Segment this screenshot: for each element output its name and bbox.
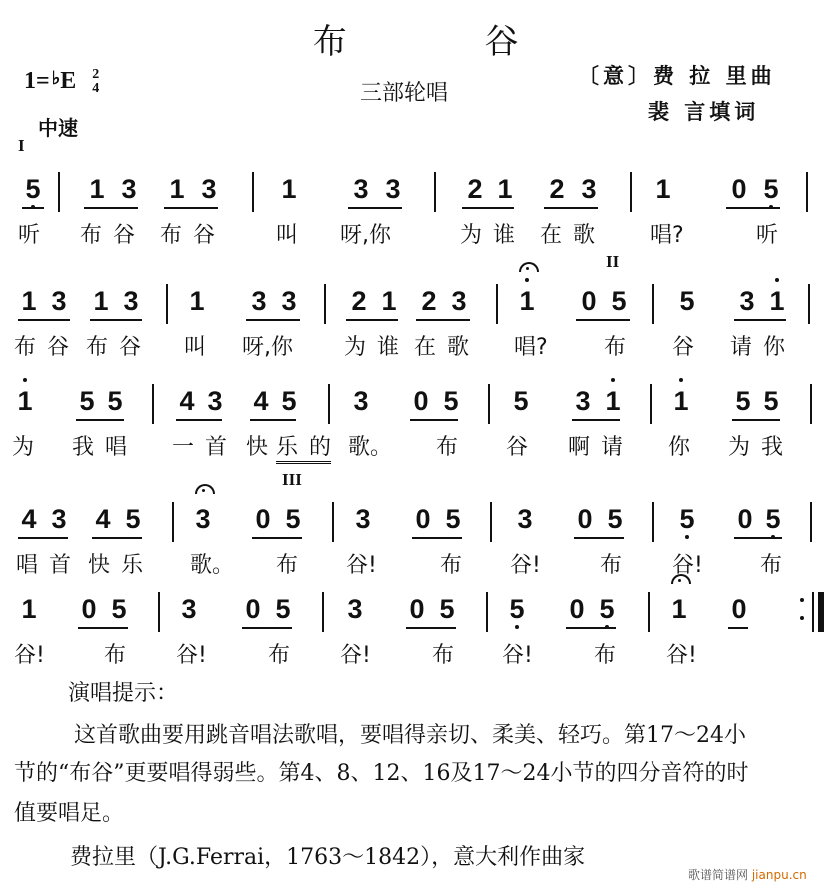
- lyric: 布 谷: [160, 223, 216, 248]
- composer-note: 费拉里（J.G.Ferrai，1763～1842），意大利作曲家: [70, 845, 586, 870]
- bar-line: [490, 502, 492, 542]
- note: 1: [281, 174, 297, 204]
- key-signature: [24, 68, 99, 96]
- note: 3: [121, 174, 137, 204]
- note: 3: [123, 286, 139, 316]
- watermark: [688, 866, 807, 883]
- note: 4: [95, 504, 111, 534]
- lyrics-line: [0, 330, 833, 370]
- note: 5: [679, 286, 695, 316]
- lyric: 我 唱: [72, 435, 128, 460]
- score-row: [0, 172, 833, 262]
- beam-line: [78, 627, 128, 629]
- note: 2: [467, 174, 483, 204]
- beam-line: [732, 419, 780, 421]
- lyric: 请 你: [730, 335, 786, 360]
- beam-line: [544, 207, 598, 209]
- note: 5: [111, 594, 127, 624]
- note: 5: [285, 504, 301, 534]
- note: 0: [731, 174, 747, 204]
- octave-up-dot-icon: [775, 278, 779, 282]
- beam-line: [410, 419, 458, 421]
- beam-line: [92, 537, 142, 539]
- notes-line: [0, 284, 833, 324]
- bar-line: [434, 172, 436, 212]
- watermark-site: 歌谱简谱网: [688, 868, 749, 882]
- tips-line-1: 这首歌曲要用跳音唱法歌唱，要唱得亲切、柔美、轻巧。第17～24小: [74, 723, 746, 748]
- beam-line: [346, 319, 398, 321]
- beam-line: [412, 537, 462, 539]
- beam-line: [574, 537, 624, 539]
- note: 0: [737, 504, 753, 534]
- note: 5: [107, 386, 123, 416]
- note: 3: [517, 504, 533, 534]
- lyric: 谷: [506, 435, 529, 460]
- note: 5: [24, 174, 42, 205]
- bar-line: [650, 384, 652, 424]
- bar-line: [252, 172, 254, 212]
- note: 5: [598, 594, 616, 625]
- octave-up-dot-icon: [611, 378, 615, 382]
- beam-line: [572, 419, 620, 421]
- note: 5: [443, 386, 459, 416]
- score-row: [0, 592, 833, 682]
- note: 1: [670, 594, 688, 625]
- beam-line: [406, 627, 456, 629]
- note: 0: [245, 594, 261, 624]
- beam-line: [576, 319, 630, 321]
- fermata-icon: [519, 262, 539, 272]
- beam-line: [734, 319, 786, 321]
- beam-line: [462, 207, 514, 209]
- lyric: 谷!: [346, 553, 377, 578]
- lyric: 在 歌: [540, 223, 596, 248]
- tips-line-2: 节的“布谷”更要唱得弱些。第4、8、12、16及17～24小节的四分音符的时: [14, 761, 749, 786]
- note: 0: [731, 594, 747, 624]
- lyric: 为 谁: [344, 335, 400, 360]
- beam-line: [242, 627, 292, 629]
- lyric: 布: [276, 553, 299, 578]
- note: 5: [281, 386, 297, 416]
- note: 1: [381, 286, 397, 316]
- bar-line: [166, 284, 168, 324]
- flat-icon: ♭: [51, 68, 61, 88]
- note: 1: [672, 386, 690, 417]
- note: 5: [439, 594, 455, 624]
- beam-line: [250, 419, 296, 421]
- lyric: 布: [600, 553, 623, 578]
- lyric: 布: [432, 643, 455, 668]
- beam-line: [566, 627, 616, 629]
- lyric: 谷!: [340, 643, 371, 668]
- beam-line: [726, 207, 780, 209]
- end-bar-thick: [818, 592, 824, 632]
- composer-credit: 〔意〕费 拉 里曲: [578, 63, 776, 88]
- note: 1: [768, 286, 786, 317]
- lyric: 布: [436, 435, 459, 460]
- bar-line: [806, 172, 808, 212]
- note: 3: [581, 174, 597, 204]
- lyric: 呀,你: [242, 335, 293, 360]
- note: 3: [251, 286, 267, 316]
- lyric: 为 我: [728, 435, 784, 460]
- title-char-1: 布: [312, 22, 349, 62]
- lyric: 叫: [184, 335, 207, 360]
- note: 3: [281, 286, 297, 316]
- lyric: 布 谷: [14, 335, 70, 360]
- lyric: 谷!: [510, 553, 541, 578]
- lyric: 布 谷: [80, 223, 136, 248]
- note: 5: [275, 594, 291, 624]
- lyricist-credit: 裴 言填词: [648, 99, 760, 124]
- tips-heading: 演唱提示：: [68, 681, 179, 706]
- note: 5: [607, 504, 623, 534]
- lyric: 谷!: [672, 553, 703, 578]
- notes-line: [0, 502, 833, 542]
- note: 3: [194, 504, 212, 535]
- note: 3: [207, 386, 223, 416]
- bar-line: [324, 284, 326, 324]
- lyric: 乐 的: [276, 430, 331, 464]
- tempo-marking: 中速: [38, 116, 78, 140]
- bar-line: [496, 284, 498, 324]
- lyric: 听: [18, 223, 41, 248]
- lyrics-line: [0, 548, 833, 588]
- lyric: 布: [268, 643, 291, 668]
- note: 1: [16, 386, 34, 417]
- bar-line: [486, 592, 488, 632]
- note: 3: [355, 504, 371, 534]
- note: 5: [764, 504, 782, 535]
- subtitle: 三部轮唱: [360, 81, 449, 106]
- note: 5: [79, 386, 95, 416]
- lyric: 为 谁: [460, 223, 516, 248]
- lyric: 在 歌: [414, 335, 470, 360]
- bar-line: [808, 284, 810, 324]
- lyric: 你: [668, 435, 691, 460]
- beam-line: [252, 537, 302, 539]
- note: 3: [353, 386, 369, 416]
- note: 3: [575, 386, 591, 416]
- tips-line-3: 值要唱足。: [14, 801, 125, 826]
- part-mark-3: III: [282, 470, 302, 489]
- octave-down-dot-icon: [515, 625, 519, 629]
- octave-up-dot-icon: [679, 378, 683, 382]
- lyrics-line: [0, 218, 833, 258]
- note: 0: [409, 594, 425, 624]
- note: 2: [549, 174, 565, 204]
- note: 5: [678, 504, 696, 535]
- beam-line: [84, 207, 138, 209]
- note: 1: [169, 174, 185, 204]
- repeat-dots-icon: [800, 598, 804, 634]
- lyric: 谷!: [14, 643, 45, 668]
- part-mark-2: II: [606, 252, 620, 271]
- note: 5: [445, 504, 461, 534]
- note: 0: [413, 386, 429, 416]
- lyric: 快 乐: [88, 553, 144, 578]
- score-row: [0, 384, 833, 474]
- note: 4: [21, 504, 37, 534]
- bar-line: [152, 384, 154, 424]
- fermata-icon: [195, 484, 215, 494]
- note: 5: [763, 386, 779, 416]
- bar-line: [332, 502, 334, 542]
- lyric: 布 谷: [86, 335, 142, 360]
- part-mark-1: I: [18, 136, 25, 155]
- key-label: 1=: [24, 68, 50, 94]
- note: 1: [518, 286, 536, 317]
- bar-line: [172, 502, 174, 542]
- octave-up-dot-icon: [23, 378, 27, 382]
- time-sig-bottom: 4: [92, 81, 100, 97]
- bar-line: [652, 502, 654, 542]
- beam-line: [416, 319, 470, 321]
- notes-line: [0, 172, 833, 212]
- bar-line: [648, 592, 650, 632]
- beam-line: [22, 207, 44, 209]
- key-note: E: [60, 68, 77, 94]
- lyric: 歌。: [190, 553, 235, 578]
- lyric: 呀,你: [340, 223, 391, 248]
- beam-line: [246, 319, 300, 321]
- lyric: 布: [604, 335, 627, 360]
- bar-line: [630, 172, 632, 212]
- lyric: 歌。: [348, 435, 393, 460]
- note: 3: [353, 174, 369, 204]
- beam-line: [164, 207, 218, 209]
- song-title: [0, 14, 833, 63]
- note: 0: [81, 594, 97, 624]
- beam-line: [176, 419, 222, 421]
- note: 3: [739, 286, 755, 316]
- note: 1: [93, 286, 109, 316]
- bar-line: [652, 284, 654, 324]
- lyric: 快: [246, 435, 269, 460]
- octave-down-dot-icon: [685, 535, 689, 539]
- lyric: 唱?: [514, 335, 548, 360]
- beam-line: [90, 319, 142, 321]
- lyric: 为: [12, 435, 35, 460]
- note: 1: [655, 174, 671, 204]
- lyrics-line: [0, 430, 833, 470]
- lyric: 一 首: [172, 435, 228, 460]
- note: 3: [51, 286, 67, 316]
- note: 5: [508, 594, 526, 625]
- lyric: 叫: [276, 223, 299, 248]
- lyrics-line: [0, 638, 833, 678]
- note: 1: [21, 286, 37, 316]
- time-signature: [92, 68, 99, 96]
- lyric: 唱?: [650, 223, 684, 248]
- score-row: [0, 284, 833, 374]
- octave-up-dot-icon: [525, 278, 529, 282]
- note: 5: [762, 174, 780, 205]
- lyric: 布: [104, 643, 127, 668]
- lyric: 谷!: [502, 643, 533, 668]
- lyric: 唱 首: [16, 553, 72, 578]
- bar-line: [58, 172, 60, 212]
- time-sig-top: 2: [92, 67, 100, 83]
- lyric: 啊 请: [568, 435, 624, 460]
- note: 2: [351, 286, 367, 316]
- lyric: 听: [756, 223, 779, 248]
- note: 5: [125, 504, 141, 534]
- bar-line: [322, 592, 324, 632]
- note: 1: [604, 386, 622, 417]
- note: 3: [347, 594, 363, 624]
- title-char-2: 谷: [484, 22, 521, 62]
- lyric: 谷!: [176, 643, 207, 668]
- notes-line: [0, 592, 833, 632]
- note: 0: [577, 504, 593, 534]
- note: 5: [611, 286, 627, 316]
- note: 0: [415, 504, 431, 534]
- lyric: 布: [440, 553, 463, 578]
- note: 1: [21, 594, 37, 624]
- notes-line: [0, 384, 833, 424]
- beam-line: [76, 419, 124, 421]
- lyric: 谷!: [666, 643, 697, 668]
- beam-line: [18, 537, 68, 539]
- end-bar-thin: [812, 592, 814, 632]
- beam-line: [18, 319, 70, 321]
- note: 4: [253, 386, 269, 416]
- lyric: 谷: [672, 335, 695, 360]
- note: 3: [51, 504, 67, 534]
- note: 3: [181, 594, 197, 624]
- note: 5: [735, 386, 751, 416]
- note: 3: [385, 174, 401, 204]
- note: 4: [179, 386, 195, 416]
- beam-line: [348, 207, 402, 209]
- bar-line: [158, 592, 160, 632]
- beam-line: [734, 537, 782, 539]
- beam-line: [728, 627, 748, 629]
- lyric: 布: [760, 553, 783, 578]
- score-row: [0, 502, 833, 592]
- watermark-domain: jianpu.cn: [751, 868, 807, 882]
- bar-line: [488, 384, 490, 424]
- bar-line: [328, 384, 330, 424]
- note: 1: [189, 286, 205, 316]
- note: 3: [451, 286, 467, 316]
- note: 1: [497, 174, 513, 204]
- note: 0: [569, 594, 585, 624]
- note: 0: [255, 504, 271, 534]
- bar-line: [810, 502, 812, 542]
- note: 3: [201, 174, 217, 204]
- note: 1: [89, 174, 105, 204]
- note: 0: [581, 286, 597, 316]
- note: 2: [421, 286, 437, 316]
- bar-line: [810, 384, 812, 424]
- note: 5: [513, 386, 529, 416]
- lyric: 布: [594, 643, 617, 668]
